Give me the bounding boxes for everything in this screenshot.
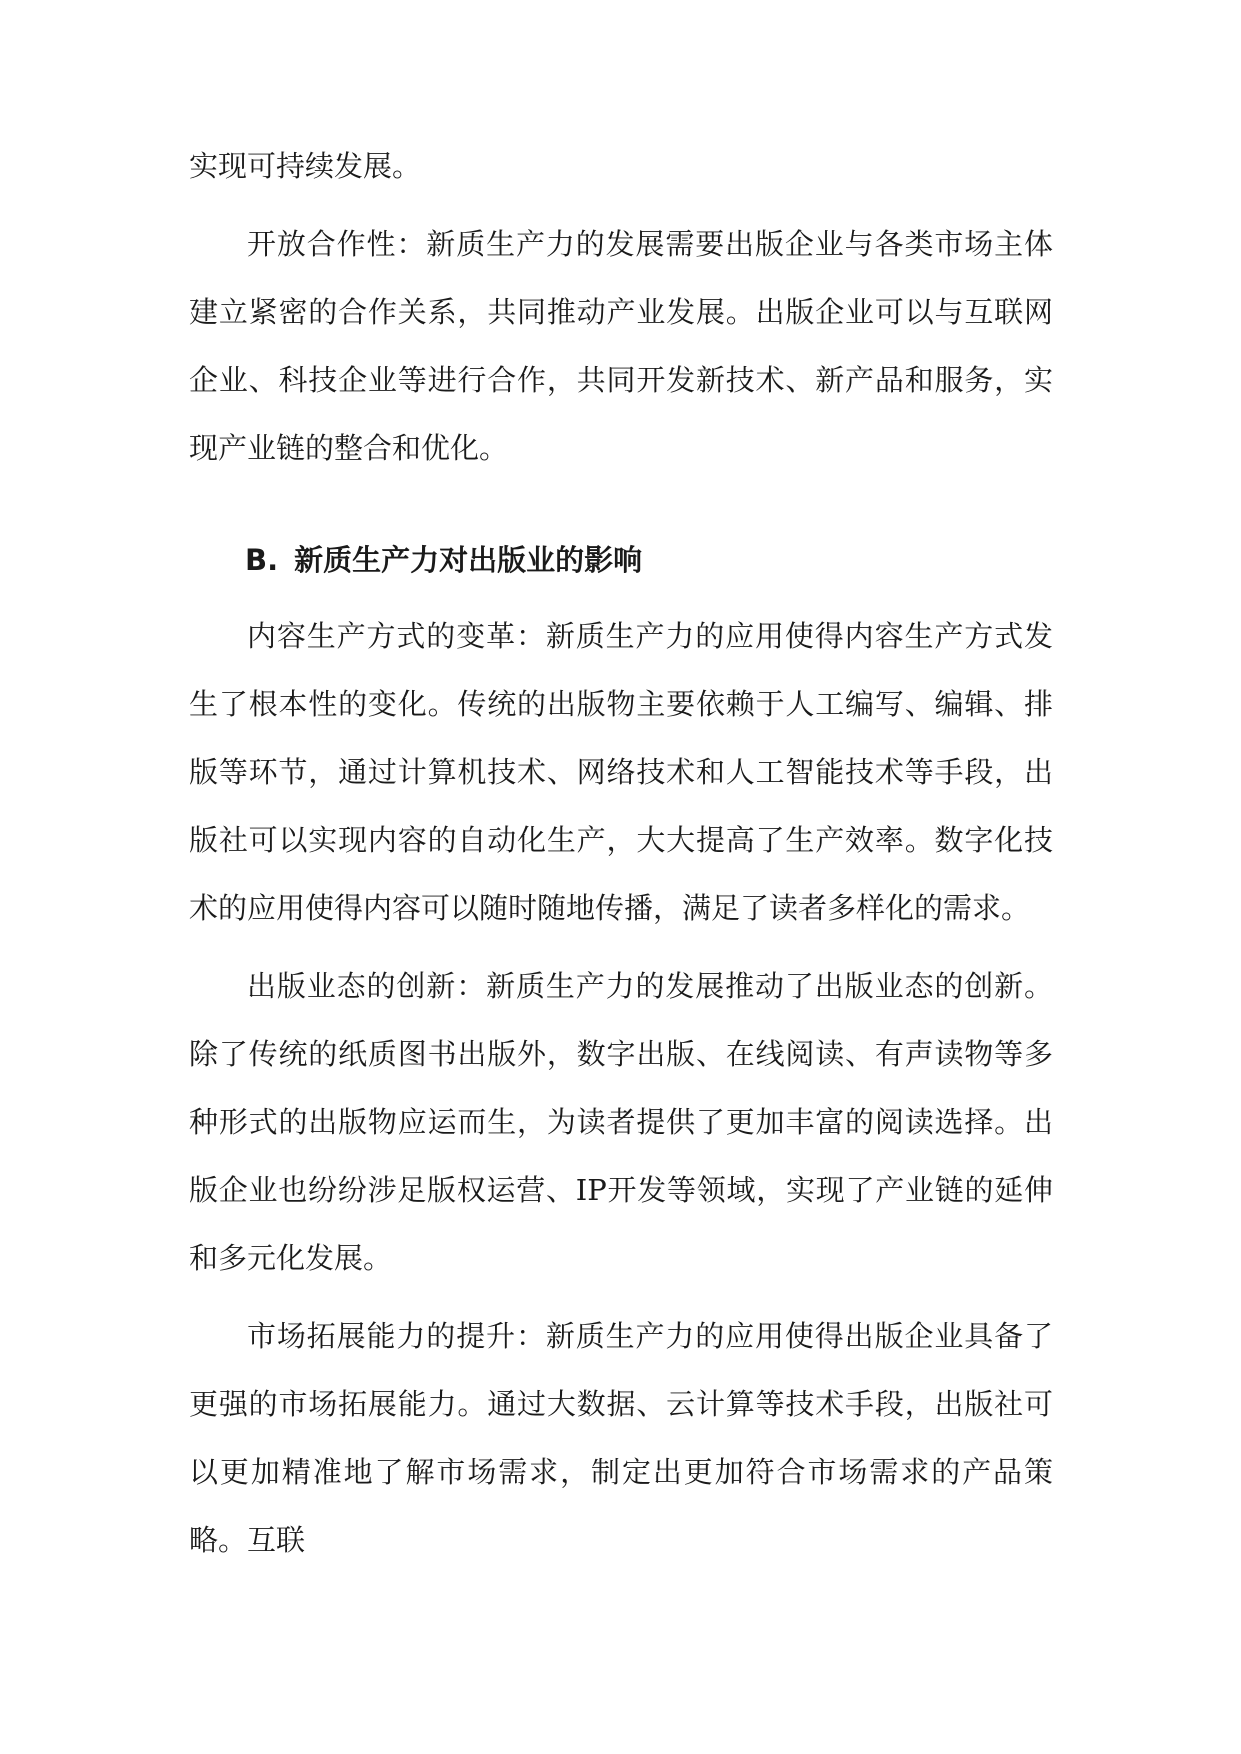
section-heading — [189, 526, 1053, 594]
section-spacer — [189, 482, 1053, 526]
paragraph-business-innovation: 出版业态的创新：新质生产力的发展推动了出版业态的创新。除了传统的纸质图书出版外，数字出版、在线阅读、有声读物等多种形式的出版物应运而生，为读者提供了更加丰富的阅读选择。出版企业也纷纷涉足版权运营、IP开发等领域，实现了产业链的延伸和多元化发展。 — [189, 969, 1053, 1275]
paragraph-spacer — [189, 1292, 1053, 1302]
section-marker: B. — [245, 543, 279, 577]
paragraph-open-cooperation: 开放合作性：新质生产力的发展需要出版企业与各类市场主体建立紧密的合作关系，共同推动产业发展。出版企业可以与互联网企业、科技企业等进行合作，共同开发新技术、新产品和服务，实现产业链的整合和优化。 — [189, 227, 1053, 465]
paragraph-spacer — [189, 200, 1053, 210]
paragraph-continuation: 实现可持续发展。 — [189, 149, 422, 183]
paragraph-spacer — [189, 594, 1053, 602]
paragraph-spacer — [189, 942, 1053, 952]
paragraph-market-expansion: 市场拓展能力的提升：新质生产力的应用使得出版企业具备了更强的市场拓展能力。通过大数据、云计算等技术手段，出版社可以更加精准地了解市场需求，制定出更加符合市场需求的产品策略。互联 — [189, 1319, 1053, 1557]
section-title: 新质生产力对出版业的影响 — [294, 543, 643, 577]
paragraph-content-production: 内容生产方式的变革：新质生产力的应用使得内容生产方式发生了根本性的变化。传统的出版物主要依赖于人工编写、编辑、排版等环节，通过计算机技术、网络技术和人工智能技术等手段，出版社可以实现内容的自动化生产，大大提高了生产效率。数字化技术的应用使得内容可以随时随地传播，满足了读者多样化的需求。 — [189, 619, 1053, 925]
document-page — [189, 132, 1053, 1574]
